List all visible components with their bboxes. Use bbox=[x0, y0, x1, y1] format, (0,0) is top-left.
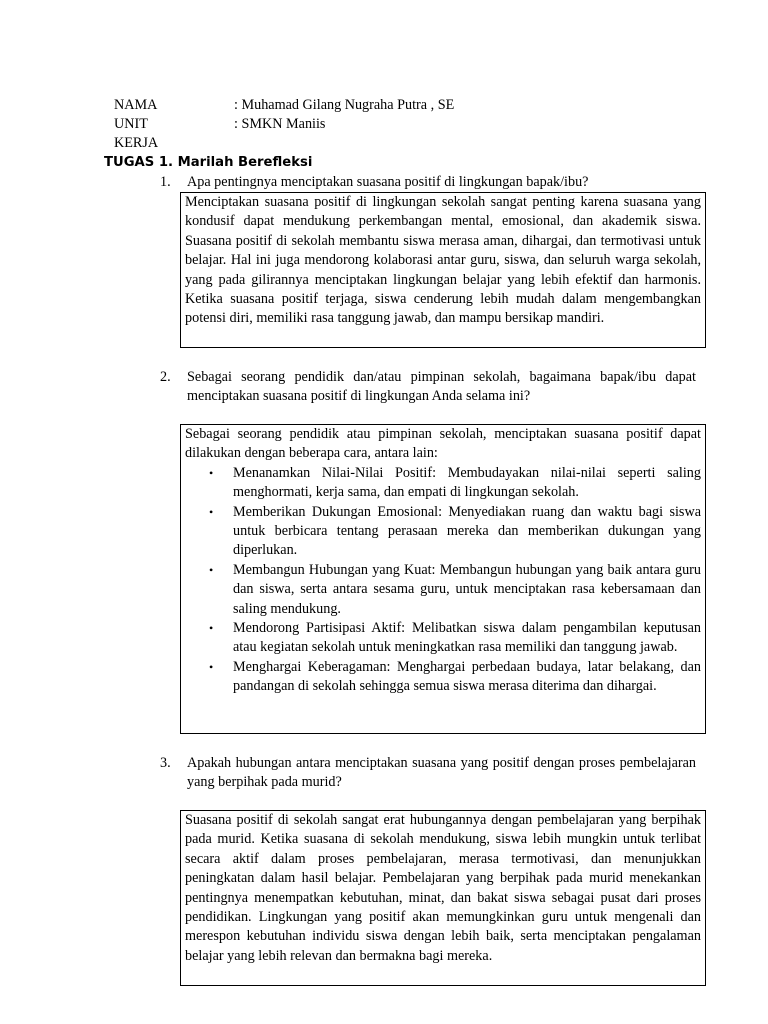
bullet-icon: • bbox=[209, 562, 214, 577]
bullet-icon: • bbox=[209, 504, 214, 519]
list-item-text: Memberikan Dukungan Emosional: Menyediakan ruang dan waktu bagi siswa untuk berbicara tentang perasaan mereka dan memberikan dukungan yang diperlukan. bbox=[233, 503, 701, 559]
name-label: NAMA bbox=[114, 97, 158, 113]
bullet-icon: • bbox=[209, 621, 214, 636]
question-3-text: Apakah hubungan antara menciptakan suasana yang positif dengan proses pembelajaran yang berpihak pada murid? bbox=[187, 755, 696, 791]
answer-2-intro: Sebagai seorang pendidik atau pimpinan sekolah, menciptakan suasana positif dapat dilakukan dengan beberapa cara, antara lain: bbox=[185, 426, 701, 462]
question-2-number: 2. bbox=[160, 369, 171, 385]
answer-2-list bbox=[185, 464, 701, 697]
bullet-icon: • bbox=[209, 465, 214, 480]
list-item bbox=[185, 619, 701, 658]
answer-1-box bbox=[180, 192, 706, 348]
list-item-text: Menanamkan Nilai-Nilai Positif: Membudayakan nilai-nilai seperti saling menghormati, kerja sama, dan empati di lingkungan sekolah. bbox=[233, 464, 701, 501]
list-item bbox=[185, 561, 701, 619]
question-2-text: Sebagai seorang pendidik dan/atau pimpinan sekolah, bagaimana bapak/ibu dapat menciptakan suasana positif di lingkungan Anda selama ini? bbox=[187, 369, 696, 405]
task-title: TUGAS 1. Marilah Berefleksi bbox=[104, 155, 313, 170]
bullet-icon: • bbox=[209, 659, 214, 674]
list-item bbox=[185, 658, 701, 697]
list-item-text: Membangun Hubungan yang Kuat: Membangun hubungan yang baik antara guru dan siswa, serta antara sesama guru, untuk menciptakan rasa kebersamaan dan saling mendukung. bbox=[233, 561, 701, 617]
answer-3-box bbox=[180, 810, 706, 986]
list-item-text: Menghargai Keberagaman: Menghargai perbedaan budaya, latar belakang, dan pandangan di sekolah sehingga semua siswa merasa diterima dan dihargai. bbox=[233, 658, 701, 695]
question-1-number: 1. bbox=[160, 174, 171, 190]
question-1-text: Apa pentingnya menciptakan suasana positif di lingkungan bapak/ibu? bbox=[187, 174, 589, 190]
list-item-text: Mendorong Partisipasi Aktif: Melibatkan siswa dalam pengambilan keputusan atau kegiatan sekolah untuk meningkatkan rasa memiliki dan tanggung jawab. bbox=[233, 620, 701, 656]
answer-2-box bbox=[180, 424, 706, 734]
list-item bbox=[185, 503, 701, 561]
unit-value: : SMKN Maniis bbox=[234, 116, 326, 132]
list-item bbox=[185, 464, 701, 503]
name-value: : Muhamad Gilang Nugraha Putra , SE bbox=[234, 97, 455, 113]
question-3-number: 3. bbox=[160, 755, 171, 771]
unit-label: UNIT KERJA bbox=[114, 116, 159, 152]
answer-1-text: Menciptakan suasana positif di lingkungan sekolah sangat penting karena suasana yang kondusif dapat mendukung perkembangan mental, emosional, dan akademik siswa. Suasana positif di sekolah membantu siswa merasa aman, dihargai, dan termotivasi untuk belajar. Hal ini juga mendorong kolaborasi antar guru, siswa, dan seluruh warga sekolah, yang pada gilirannya menciptakan lingkungan belajar yang lebih efektif dan harmonis. Ketika suasana positif terjaga, siswa cenderung lebih mudah dalam mengembangkan potensi diri, memiliki rasa tanggung jawab, dan mampu bersikap mandiri. bbox=[185, 194, 701, 327]
answer-3-text: Suasana positif di sekolah sangat erat hubungannya dengan pembelajaran yang berpihak pada murid. Ketika suasana di sekolah mendukung, siswa lebih mungkin untuk terlibat secara aktif dalam proses pembelajaran, merasa termotivasi, dan menunjukkan peningkatan dalam hasil belajar. Pembelajaran yang berpihak pada murid menekankan pentingnya menempatkan kebutuhan, minat, dan bakat siswa sebagai pusat dari proses pendidikan. Lingkungan yang positif akan memungkinkan guru untuk mengenali dan merespon kebutuhan individu siswa dengan lebih baik, serta menciptakan pengalaman belajar yang lebih relevan dan bermakna bagi mereka. bbox=[185, 812, 701, 964]
